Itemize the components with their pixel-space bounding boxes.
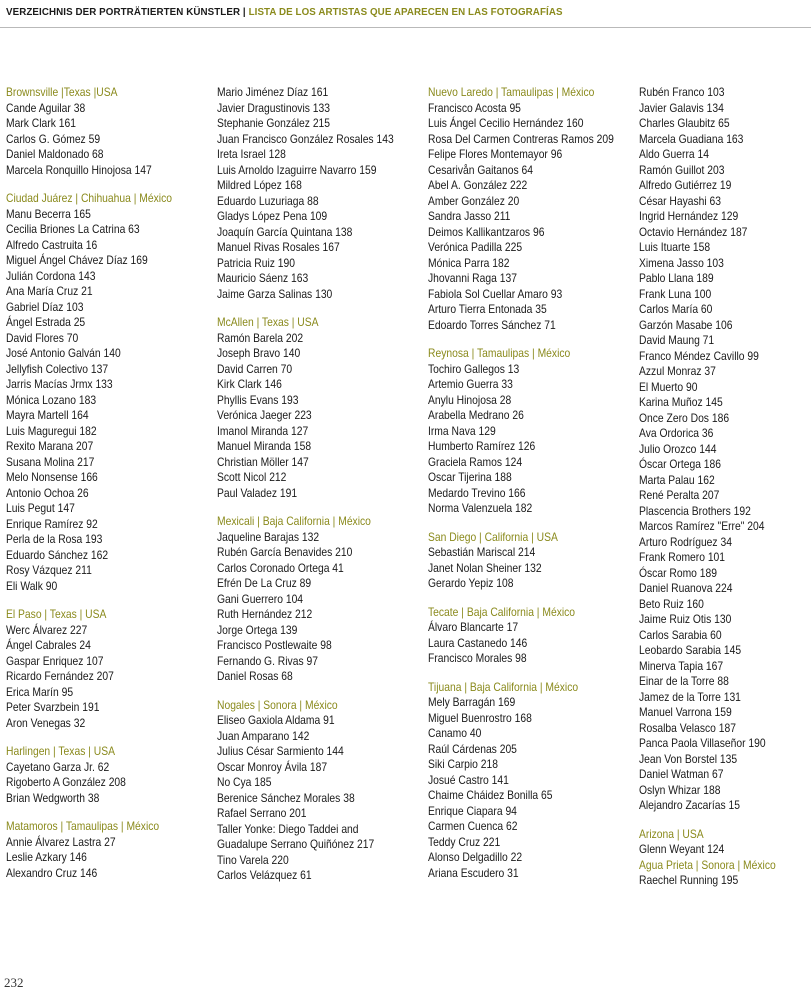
index-column-3 <box>428 85 633 881</box>
artist-entry: Efrén De La Cruz 89 <box>217 576 312 590</box>
section-spacer <box>6 806 211 819</box>
artist-entry: Manuel Varrona 159 <box>639 705 732 719</box>
artist-entry: Mark Clark 161 <box>6 116 76 130</box>
artist-entry: Arturo Tierra Entonada 35 <box>428 302 547 316</box>
section-spacer <box>6 178 211 191</box>
artist-entry: Perla de la Rosa 193 <box>6 532 103 546</box>
artist-entry: Erica Marín 95 <box>6 684 74 699</box>
index-column-4 <box>639 85 811 889</box>
region-section <box>217 514 422 685</box>
artist-entry: Eduardo Luzuriaga 88 <box>217 193 319 208</box>
artist-entry: Daniel Rosas 68 <box>217 669 293 683</box>
artist-entry: Álvaro Blancarte 17 <box>428 620 519 634</box>
artist-entry: Eli Walk 90 <box>6 578 58 593</box>
region-section <box>6 191 211 594</box>
artist-entry: Ireta Israel 128 <box>217 147 286 161</box>
artist-entry: Mónica Parra 182 <box>428 255 510 270</box>
artist-entry: Mónica Lozano 183 <box>6 392 97 407</box>
artist-entry: Manu Becerra 165 <box>6 206 91 221</box>
header-separator: | <box>242 6 246 18</box>
region-section <box>217 315 422 501</box>
section-spacer <box>428 517 633 530</box>
artist-entry: Marta Palau 162 <box>639 472 715 487</box>
region-title: McAllen | Texas | USA <box>217 315 319 329</box>
artist-entry: Leobardo Sarabia 145 <box>639 643 742 657</box>
section-spacer <box>217 302 422 315</box>
artist-entry: Verónica Padilla 225 <box>428 240 523 254</box>
artist-entry: Ricardo Fernández 207 <box>6 669 114 683</box>
artist-entry: Jellyfish Colectivo 137 <box>6 361 109 376</box>
artist-entry: Ava Ordorica 36 <box>639 426 714 440</box>
region-title: Nogales | Sonora | México <box>217 697 338 712</box>
artist-entry: Eduardo Sánchez 162 <box>6 547 109 562</box>
artist-entry: Garzón Masabe 106 <box>639 317 733 332</box>
artist-entry: Antonio Ochoa 26 <box>6 485 89 500</box>
artist-entry: Carlos Sarabia 60 <box>639 627 722 642</box>
artist-entry: Gladys López Pena 109 <box>217 209 328 223</box>
region-section <box>6 819 211 881</box>
artist-entry: Frank Luna 100 <box>639 286 712 301</box>
artist-entry: Scott Nicol 212 <box>217 470 287 484</box>
artist-entry: Stephanie González 215 <box>217 116 331 130</box>
artist-entry: Marcos Ramírez "Erre" 204 <box>639 519 765 533</box>
region-title: Tecate | Baja California | México <box>428 604 576 619</box>
artist-entry: Ingrid Hernández 129 <box>639 209 739 223</box>
artist-entry: Anylu Hinojosa 28 <box>428 392 512 407</box>
artist-entry: Cande Aguilar 38 <box>6 100 86 115</box>
region-section <box>6 744 211 806</box>
artist-entry: Jarris Macías Jrmx 133 <box>6 377 113 391</box>
artist-entry: Cecilia Briones La Catrina 63 <box>6 222 140 236</box>
artist-entry: Joaquín García Quintana 138 <box>217 224 353 239</box>
index-column-2 <box>217 85 422 884</box>
region-title: Nuevo Laredo | Tamaulipas | México <box>428 85 595 99</box>
artist-entry: Francisco Morales 98 <box>428 651 527 665</box>
artist-entry: Eliseo Gaxiola Aldama 91 <box>217 713 335 727</box>
artist-entry: Melo Nonsense 166 <box>6 470 98 484</box>
artist-entry: Medardo Trevino 166 <box>428 485 526 500</box>
region-section <box>217 698 422 884</box>
artist-entry: Peter Svarzbein 191 <box>6 700 100 714</box>
artist-entry: Mayra Martell 164 <box>6 408 89 422</box>
artist-entry: René Peralta 207 <box>639 488 720 502</box>
artist-entry: Beto Ruiz 160 <box>639 596 704 611</box>
section-spacer <box>6 594 211 607</box>
region-title: Matamoros | Tamaulipas | México <box>6 819 160 833</box>
artist-entry: Mely Barragán 169 <box>428 695 516 709</box>
region-title: Tijuana | Baja California | México <box>428 679 579 694</box>
artist-entry: David Maung 71 <box>639 333 715 347</box>
artist-entry: Kirk Clark 146 <box>217 377 282 391</box>
page-header <box>6 6 750 18</box>
section-spacer <box>217 685 422 698</box>
artist-entry: Marcela Guadiana 163 <box>639 131 744 146</box>
artist-entry: Rubén García Benavides 210 <box>217 545 353 559</box>
artist-entry: David Flores 70 <box>6 330 79 345</box>
artist-entry: Miguel Ángel Chávez Díaz 169 <box>6 253 148 267</box>
artist-entry: Juan Amparano 142 <box>217 728 310 743</box>
region-title: El Paso | Texas | USA <box>6 607 107 621</box>
section-spacer <box>428 333 633 346</box>
artist-entry: Norma Valenzuela 182 <box>428 501 533 515</box>
artist-entry: Taller Yonke: Diego Taddei and <box>217 821 359 836</box>
artist-entry: Aron Venegas 32 <box>6 715 86 730</box>
artist-entry: Susana Molina 217 <box>6 454 95 469</box>
header-rule <box>0 27 811 28</box>
artist-entry: Ana María Cruz 21 <box>6 284 93 298</box>
artist-entry: Francisco Postlewaite 98 <box>217 638 332 652</box>
artist-entry: Carmen Cuenca 62 <box>428 819 518 833</box>
artist-entry: Oscar Tijerina 188 <box>428 470 512 484</box>
artist-entry: No Cya 185 <box>217 775 272 789</box>
artist-entry: Verónica Jaeger 223 <box>217 408 312 422</box>
artist-entry: Daniel Ruanova 224 <box>639 581 733 595</box>
artist-entry: Annie Álvarez Lastra 27 <box>6 834 116 849</box>
artist-entry: Enrique Ciapara 94 <box>428 803 517 818</box>
artist-entry: Siki Carpio 218 <box>428 757 498 771</box>
artist-entry: Mario Jiménez Díaz 161 <box>217 85 329 99</box>
artist-entry: Jamez de la Torre 131 <box>639 689 741 704</box>
index-column-1 <box>6 85 211 881</box>
region-section <box>428 346 633 517</box>
artist-entry: Jaqueline Barajas 132 <box>217 529 320 544</box>
artist-entry: Edoardo Torres Sánchez 71 <box>428 317 556 332</box>
region-title: Mexicali | Baja California | México <box>217 514 371 528</box>
artist-entry: Mildred López 168 <box>217 178 302 192</box>
artist-entry: Alonso Delgadillo 22 <box>428 850 523 864</box>
artist-entry: Einar de la Torre 88 <box>639 674 729 688</box>
region-title: Ciudad Juárez | Chihuahua | México <box>6 191 172 205</box>
section-spacer <box>428 592 633 605</box>
region-title: San Diego | California | USA <box>428 529 558 544</box>
artist-entry: Cayetano Garza Jr. 62 <box>6 759 110 774</box>
artist-entry: Joseph Bravo 140 <box>217 346 301 360</box>
artist-entry: Alfredo Castruita 16 <box>6 237 98 252</box>
region-title: Harlingen | Texas | USA <box>6 744 116 758</box>
artist-entry: Chaime Cháidez Bonilla 65 <box>428 788 553 802</box>
artist-entry: Gani Guerrero 104 <box>217 591 304 606</box>
artist-entry: Ramón Guillot 203 <box>639 162 725 177</box>
artist-entry: Berenice Sánchez Morales 38 <box>217 790 355 805</box>
artist-entry: Óscar Ortega 186 <box>639 457 722 471</box>
artist-entry: Carlos Velázquez 61 <box>217 868 312 882</box>
artist-entry: Once Zero Dos 186 <box>639 410 730 425</box>
artist-entry: Ángel Estrada 25 <box>6 315 86 329</box>
artist-entry: Manuel Miranda 158 <box>217 439 312 453</box>
artist-entry: Rosy Vázquez 211 <box>6 563 92 577</box>
region-title: Arizona | USA <box>639 826 704 841</box>
artist-entry: Javier Galavis 134 <box>639 100 724 115</box>
artist-entry: Carlos Coronado Ortega 41 <box>217 560 344 575</box>
artist-entry: Arturo Rodríguez 34 <box>639 534 732 549</box>
artist-entry: Julián Cordona 143 <box>6 268 96 283</box>
region-section <box>6 607 211 731</box>
artist-entry: Charles Glaubitz 65 <box>639 116 730 130</box>
artist-entry: Deimos Kallikantzaros 96 <box>428 224 545 239</box>
artist-entry: Ariana Escudero 31 <box>428 865 519 880</box>
artist-entry: El Muerto 90 <box>639 379 698 394</box>
artist-entry: David Carren 70 <box>217 361 293 376</box>
region-title: Brownsville |Texas |USA <box>6 85 118 99</box>
artist-entry: Christian Möller 147 <box>217 454 309 469</box>
header-title-spanish: LISTA DE LOS ARTISTAS QUE APARECEN EN LAS FOTOGRAFÍAS <box>248 6 563 18</box>
artist-entry: Francisco Acosta 95 <box>428 100 521 115</box>
artist-entry: Rexito Marana 207 <box>6 439 94 453</box>
artist-entry: Franco Méndez Cavillo 99 <box>639 348 759 363</box>
artist-entry: Jaime Ruiz Otis 130 <box>639 612 732 626</box>
artist-entry: Rosa Del Carmen Contreras Ramos 209 <box>428 131 614 146</box>
artist-entry: Miguel Buenrostro 168 <box>428 710 532 725</box>
artist-entry: Glenn Weyant 124 <box>639 842 725 856</box>
artist-entry: Paul Valadez 191 <box>217 485 298 500</box>
artist-entry: Luis Arnoldo Izaguirre Navarro 159 <box>217 162 377 177</box>
artist-entry: Irma Nava 129 <box>428 423 496 438</box>
region-section <box>639 858 811 889</box>
artist-entry: Gabriel Díaz 103 <box>6 299 84 314</box>
artist-entry: Humberto Ramírez 126 <box>428 439 536 453</box>
artist-entry: Carlos G. Gómez 59 <box>6 131 101 146</box>
region-section <box>428 680 633 882</box>
artist-entry: Teddy Cruz 221 <box>428 834 501 849</box>
artist-entry: Rubén Franco 103 <box>639 85 725 99</box>
artist-entry: Guadalupe Serrano Quiñónez 217 <box>217 837 375 851</box>
artist-entry: Daniel Watman 67 <box>639 767 724 781</box>
artist-entry: Brian Wedgworth 38 <box>6 790 100 805</box>
artist-entry: Julius César Sarmiento 144 <box>217 744 344 758</box>
artist-entry: Ángel Cabrales 24 <box>6 638 91 652</box>
artist-entry: Azzul Monraz 37 <box>639 364 716 378</box>
artist-entry: Enrique Ramírez 92 <box>6 516 98 531</box>
artist-entry: Imanol Miranda 127 <box>217 423 309 438</box>
header-title-german: VERZEICHNIS DER PORTRÄTIERTEN KÜNSTLER <box>6 6 241 18</box>
artist-entry: Felipe Flores Montemayor 96 <box>428 147 563 161</box>
artist-entry: Werc Álvarez 227 <box>6 622 88 637</box>
artist-entry: Oscar Monroy Ávila 187 <box>217 759 328 774</box>
region-title: Reynosa | Tamaulipas | México <box>428 346 571 360</box>
artist-entry: Jean Von Borstel 135 <box>639 751 738 766</box>
region-section <box>428 605 633 667</box>
artist-entry: Javier Dragustinovis 133 <box>217 100 331 115</box>
artist-entry: Arabella Medrano 26 <box>428 408 524 422</box>
page-number: 232 <box>4 975 24 990</box>
region-section <box>639 827 811 858</box>
artist-entry: Luis Pegut 147 <box>6 501 75 515</box>
artist-entry: Jaime Garza Salinas 130 <box>217 286 333 301</box>
artist-entry: César Hayashi 63 <box>639 193 722 208</box>
artist-entry: Manuel Rivas Rosales 167 <box>217 240 340 254</box>
artist-entry: Aldo Guerra 14 <box>639 147 709 161</box>
artist-entry: Laura Castanedo 146 <box>428 635 528 650</box>
artist-entry: Daniel Maldonado 68 <box>6 147 104 161</box>
artist-entry: Abel A. González 222 <box>428 178 528 192</box>
artist-entry: Leslie Azkary 146 <box>6 850 87 864</box>
region-section <box>428 85 633 333</box>
region-section <box>428 530 633 592</box>
artist-entry: Graciela Ramos 124 <box>428 454 523 469</box>
artist-entry: Amber González 20 <box>428 193 520 208</box>
artist-entry: Ximena Jasso 103 <box>639 255 724 270</box>
artist-entry: Tochiro Gallegos 13 <box>428 361 520 376</box>
artist-entry: Luis Ituarte 158 <box>639 240 711 254</box>
artist-entry: Óscar Romo 189 <box>639 565 718 580</box>
section-spacer <box>217 501 422 514</box>
artist-entry: Tino Varela 220 <box>217 852 289 867</box>
region-section <box>6 85 211 178</box>
artist-entry: Canamo 40 <box>428 726 482 740</box>
artist-entry: Raúl Cárdenas 205 <box>428 741 517 756</box>
artist-entry: Octavio Hernández 187 <box>639 224 748 239</box>
artist-entry: Fernando G. Rivas 97 <box>217 653 318 668</box>
artist-entry: Ruth Hernández 212 <box>217 607 313 621</box>
artist-entry: Artemio Guerra 33 <box>428 377 513 391</box>
section-spacer <box>428 667 633 680</box>
artist-entry: Gerardo Yepiz 108 <box>428 576 514 590</box>
artist-entry: Raechel Running 195 <box>639 873 739 887</box>
artist-entry: Carlos María 60 <box>639 302 713 316</box>
artist-entry: Alexandro Cruz 146 <box>6 865 98 880</box>
artist-entry: Cesarivån Gaitanos 64 <box>428 162 533 177</box>
artist-entry: Fabiola Sol Cuellar Amaro 93 <box>428 286 563 301</box>
artist-entry: Rigoberto A González 208 <box>6 775 126 789</box>
artist-entry: Janet Nolan Sheiner 132 <box>428 560 542 575</box>
artist-entry: Rafael Serrano 201 <box>217 806 307 820</box>
artist-entry: Luis Maguregui 182 <box>6 423 97 438</box>
artist-entry: Luis Ángel Cecilio Hernández 160 <box>428 116 584 130</box>
artist-entry: Jorge Ortega 139 <box>217 622 298 637</box>
artist-entry: Sandra Jasso 211 <box>428 209 511 223</box>
artist-entry: Juan Francisco González Rosales 143 <box>217 131 394 146</box>
artist-entry: Minerva Tapia 167 <box>639 658 724 673</box>
artist-entry: Mauricio Sáenz 163 <box>217 271 309 285</box>
artist-entry: Rosalba Velasco 187 <box>639 720 736 735</box>
section-spacer <box>6 731 211 744</box>
artist-entry: Marcela Ronquillo Hinojosa 147 <box>6 162 152 177</box>
artist-entry: Alejandro Zacarías 15 <box>639 798 740 812</box>
artist-entry: Patricia Ruiz 190 <box>217 255 296 270</box>
artist-entry: Sebastián Mariscal 214 <box>428 545 536 559</box>
artist-entry: Alfredo Gutiérrez 19 <box>639 178 732 192</box>
artist-entry: Frank Romero 101 <box>639 550 726 564</box>
artist-entry: Julio Orozco 144 <box>639 441 717 456</box>
artist-entry: Plascencia Brothers 192 <box>639 503 751 518</box>
artist-entry: Ramón Barela 202 <box>217 330 304 345</box>
artist-entry: Panca Paola Villaseñor 190 <box>639 736 766 750</box>
artist-entry: Josué Castro 141 <box>428 772 509 787</box>
artist-entry: Phyllis Evans 193 <box>217 392 299 407</box>
region-section <box>639 85 811 814</box>
artist-entry: Oslyn Whizar 188 <box>639 782 721 797</box>
region-section <box>217 85 422 302</box>
artist-entry: Pablo Llana 189 <box>639 271 714 285</box>
region-title: Agua Prieta | Sonora | México <box>639 857 776 872</box>
artist-entry: Gaspar Enriquez 107 <box>6 653 104 668</box>
section-spacer <box>639 814 811 827</box>
artist-entry: Karina Muñoz 145 <box>639 395 723 409</box>
artist-entry: Jhovanni Raga 137 <box>428 271 517 285</box>
artist-entry: José Antonio Galván 140 <box>6 346 121 360</box>
